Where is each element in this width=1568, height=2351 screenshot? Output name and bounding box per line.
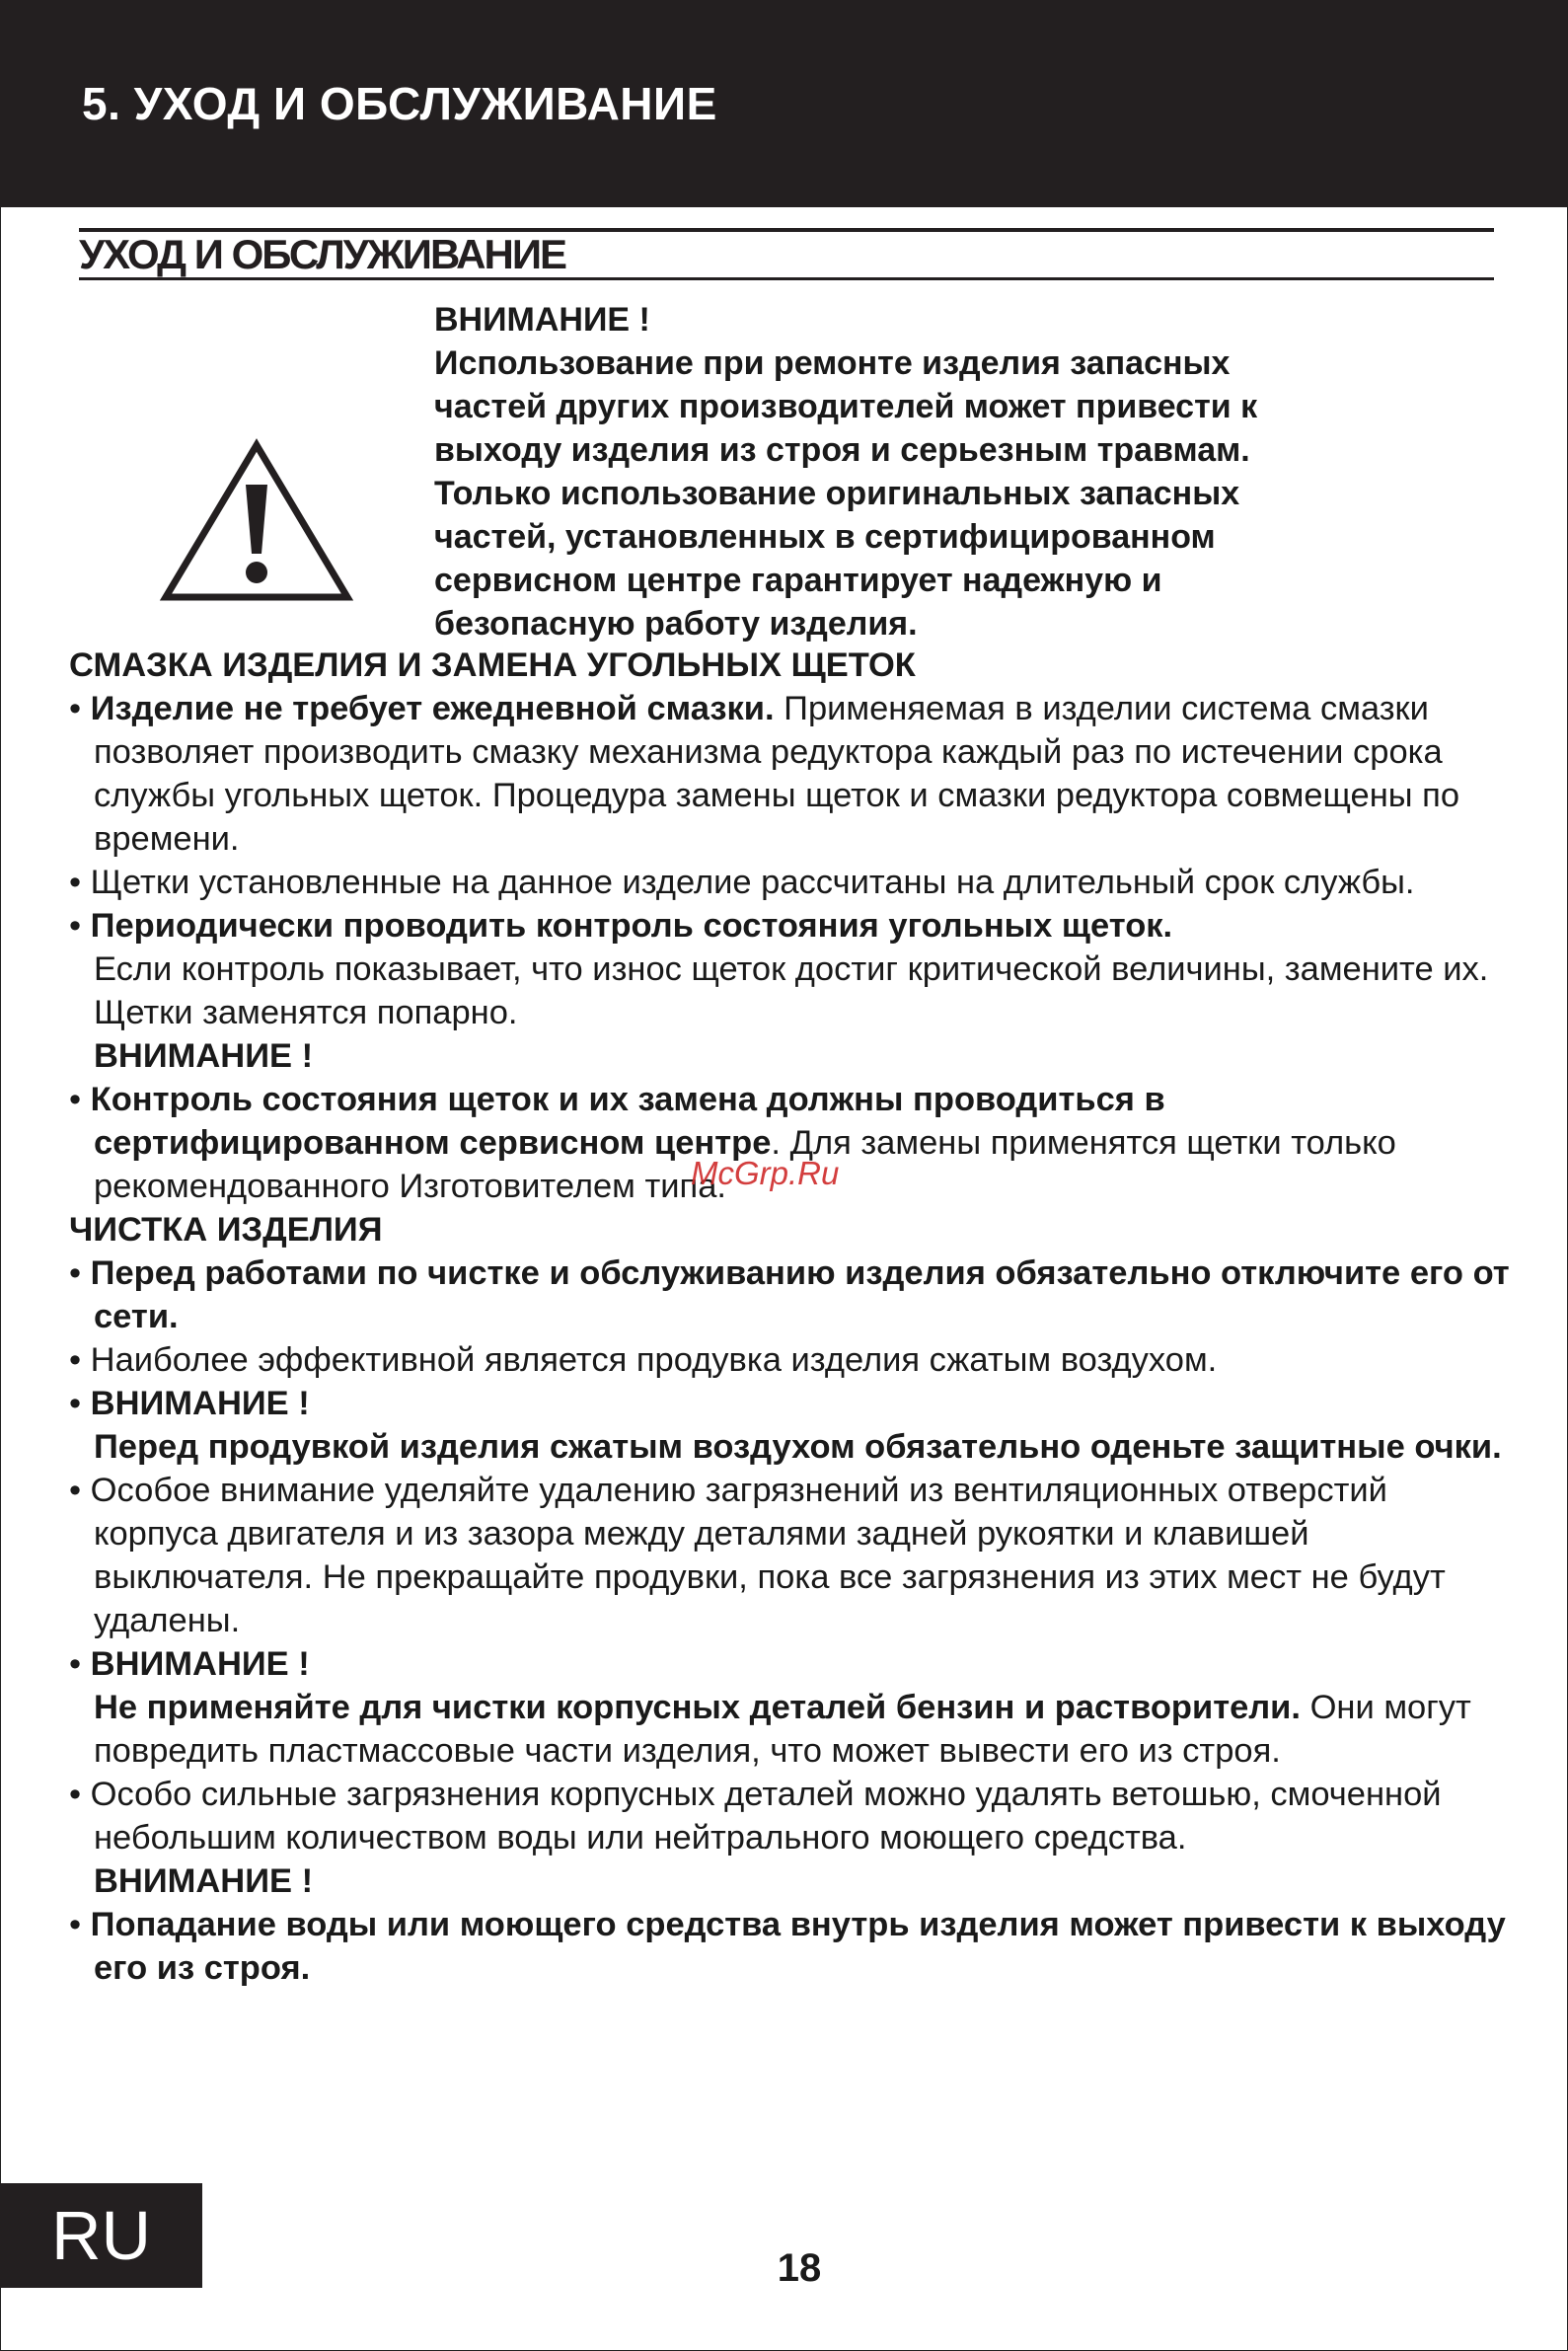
warning-line: частей, установленных в сертифицированном — [434, 518, 1216, 556]
list-item: • Щетки установленные на данное изделие рассчитаны на длительный срок службы. — [69, 864, 1415, 901]
list-item: • ВНИМАНИЕ ! — [69, 1645, 310, 1683]
bold-text: Контроль состояния щеток и их замена должны проводиться в сертифицированном сервисном центре — [90, 1081, 1165, 1162]
list-item: • Особо сильные загрязнения корпусных деталей можно удалять ветошью, смоченной небольшим количеством воды или нейтрального моющего средства. — [69, 1776, 1442, 1857]
spare-parts-warning — [434, 298, 1520, 645]
warning-line: безопасную работу изделия. — [434, 605, 918, 643]
list-item: • Попадание воды или моющего средства внутрь изделия может привести к выходу его из строя. — [69, 1906, 1506, 1987]
attention-label: ВНИМАНИЕ ! — [90, 1385, 310, 1422]
body-text: Если контроль показывает, что износ щеток достиг критической величины, замените их. Щетки заменятся попарно. — [94, 950, 1489, 1031]
lubrication-heading: СМАЗКА ИЗДЕЛИЯ И ЗАМЕНА УГОЛЬНЫХ ЩЕТОК — [69, 646, 916, 684]
attention-label: ВНИМАНИЕ ! — [90, 1645, 310, 1683]
main-content — [69, 644, 1520, 1990]
list-item: • Наиболее эффективной является продувка изделия сжатым воздухом. — [69, 1341, 1218, 1379]
cleaning-heading: ЧИСТКА ИЗДЕЛИЯ — [69, 1211, 383, 1249]
list-item: • Контроль состояния щеток и их замена должны проводиться в сертифицированном сервисном центре. Для замены применятся щетки только рекомендованного Изготовителем типа. — [69, 1081, 1396, 1205]
warning-line: выходу изделия из строя и серьезным травмам. — [434, 431, 1250, 469]
bold-text: Не применяйте для чистки корпусных деталей бензин и растворители. — [94, 1689, 1301, 1726]
list-item: • Перед работами по чистке и обслуживанию изделия обязательно отключите его от сети. — [69, 1254, 1510, 1335]
page-number: 18 — [777, 2246, 822, 2290]
list-item: • Периодически проводить контроль состояния угольных щеток. — [69, 907, 1173, 945]
body-text: Особо сильные загрязнения корпусных деталей можно удалять ветошью, смоченной небольшим количеством воды или нейтрального моющего средства. — [90, 1776, 1442, 1857]
attention-label: ВНИМАНИЕ ! — [94, 1862, 314, 1900]
warning-line: Только использование оригинальных запасных — [434, 475, 1240, 512]
warning-line: сервисном центре гарантирует надежную и — [434, 562, 1162, 599]
warning-line: частей других производителей может привести к — [434, 388, 1258, 425]
body-text: Применяемая в изделии система смазки позволяет производить смазку механизма редуктора каждый раз по истечении срока службы угольных щеток. Процедура замены щеток и смазки редуктора совмещены по времени. — [94, 690, 1460, 858]
bold-text: Перед продувкой изделия сжатым воздухом обязательно оденьте защитные очки. — [94, 1428, 1502, 1466]
section-rule-bottom — [79, 277, 1494, 280]
warning-line: Использование при ремонте изделия запасных — [434, 344, 1231, 382]
warning-triangle-icon — [158, 437, 355, 605]
bold-text: Попадание воды или моющего средства внутрь изделия может привести к выходу его из строя. — [90, 1906, 1506, 1987]
bold-text: Изделие не требует ежедневной смазки. — [90, 690, 775, 727]
body-text: Наиболее эффективной является продувка изделия сжатым воздухом. — [90, 1341, 1218, 1379]
attention-label: ВНИМАНИЕ ! — [94, 1037, 314, 1075]
body-text: Щетки установленные на данное изделие рассчитаны на длительный срок службы. — [90, 864, 1415, 901]
chapter-title: 5. УХОД И ОБСЛУЖИВАНИЕ — [82, 78, 717, 129]
list-item: • Изделие не требует ежедневной смазки. Применяемая в изделии система смазки позволяет производить смазку механизма редуктора каждый раз по истечении срока службы угольных щеток. Процедура замены щеток и смазки редуктора совмещены по времени. — [69, 690, 1460, 858]
bold-text: Периодически проводить контроль состояния угольных щеток. — [90, 907, 1173, 945]
section-title: УХОД И ОБСЛУЖИВАНИЕ — [79, 231, 566, 277]
list-item: • ВНИМАНИЕ ! — [69, 1385, 310, 1422]
body-text: Особое внимание уделяйте удалению загрязнений из вентиляционных отверстий корпуса двигателя и из зазора между деталями задней рукоятки и клавишей выключателя. Не прекращайте продувки, пока все загрязнения из этих мест не будут удалены. — [90, 1472, 1446, 1639]
list-item: • Особое внимание уделяйте удалению загрязнений из вентиляционных отверстий корпуса двигателя и из зазора между деталями задней рукоятки и клавишей выключателя. Не прекращайте продувки, пока все загрязнения из этих мест не будут удалены. — [69, 1472, 1446, 1639]
watermark: McGrp.Ru — [691, 1155, 840, 1191]
bold-text: Перед работами по чистке и обслуживанию изделия обязательно отключите его от сети. — [90, 1254, 1510, 1335]
body-text: . Для замены применятся щетки только рекомендованного Изготовителем типа. — [94, 1124, 1396, 1205]
body-text: Они могут повредить пластмассовые части изделия, что может вывести его из строя. — [94, 1689, 1471, 1770]
language-label: RU — [50, 2197, 152, 2274]
body-text-block — [69, 1686, 1520, 1773]
warning-heading: ВНИМАНИЕ ! — [434, 301, 650, 339]
